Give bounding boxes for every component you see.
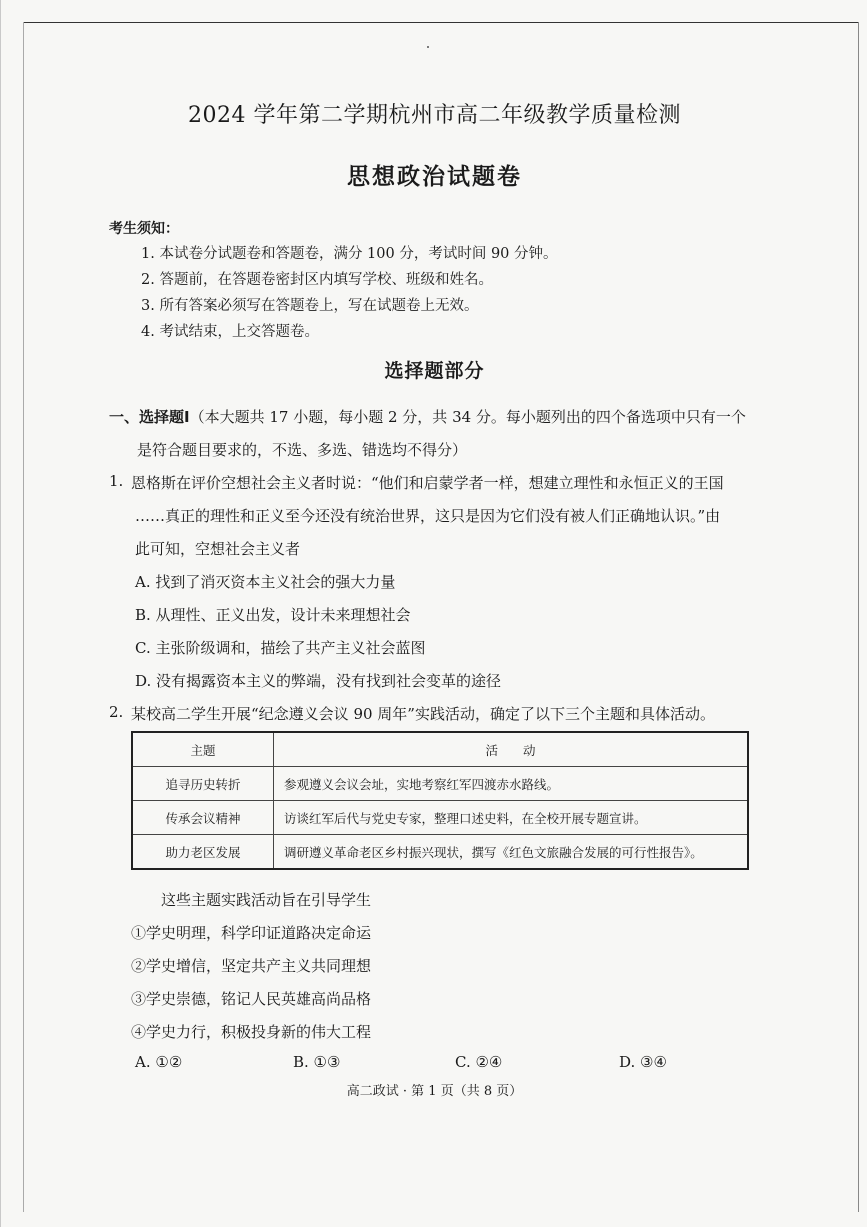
table-cell-activity: 参观遵义会议会址，实地考察红军四渡赤水路线。 <box>274 767 749 801</box>
table-header-activity: 活 动 <box>274 732 749 767</box>
table-cell-theme: 追寻历史转折 <box>132 767 274 801</box>
notice-item: 4. 考试结束，上交答题卷。 <box>141 324 319 340</box>
q1-stem-line: 恩格斯在评价空想社会主义者时说：“他们和启蒙学者一样，想建立理性和永恒正义的王国 <box>131 474 724 492</box>
activity-table <box>131 731 749 870</box>
q2-statement-2: ②学史增信，坚定共产主义共同理想 <box>131 957 372 975</box>
scan-speck <box>427 46 429 48</box>
page-border-top <box>23 22 858 23</box>
q1-option-a: A. 找到了消灭资本主义社会的强大力量 <box>135 573 396 591</box>
q2-choice-d: D. ③④ <box>619 1053 667 1071</box>
notice-item: 3. 所有答案必须写在答题卷上，写在试题卷上无效。 <box>141 298 479 314</box>
table-cell-activity: 访谈红军后代与党史专家，整理口述史料，在全校开展专题宣讲。 <box>274 801 749 835</box>
q2-statement-3: ③学史崇德，铭记人民英雄高尚品格 <box>131 990 372 1008</box>
q2-choice-a: A. ①② <box>135 1053 183 1071</box>
q1-option-d: D. 没有揭露资本主义的弊端，没有找到社会变革的途径 <box>135 672 502 690</box>
q2-statement-4: ④学史力行，积极投身新的伟大工程 <box>131 1023 372 1041</box>
table-cell-theme: 助力老区发展 <box>132 835 274 870</box>
table-header-theme: 主题 <box>132 732 274 767</box>
table-cell-theme: 传承会议精神 <box>132 801 274 835</box>
q2-lead: 这些主题实践活动旨在引导学生 <box>161 891 372 909</box>
section-title: 选择题部分 <box>384 360 485 382</box>
table-cell-activity: 调研遵义革命老区乡村振兴现状，撰写《红色文旅融合发展的可行性报告》。 <box>274 835 749 870</box>
table-row <box>132 801 748 835</box>
page-border-left <box>23 22 24 1212</box>
notice-heading: 考生须知： <box>109 221 179 237</box>
part1-label: 一、选择题Ⅰ <box>109 408 190 426</box>
q1-option-c: C. 主张阶级调和，描绘了共产主义社会蓝图 <box>135 639 426 657</box>
part1-desc-2: 是符合题目要求的，不选、多选、错选均不得分） <box>137 441 468 459</box>
part1-desc-1: （本大题共 17 小题，每小题 2 分，共 34 分。每小题列出的四个备选项中只有一个 <box>189 408 746 426</box>
page-footer: 高二政试 · 第 1 页（共 8 页） <box>346 1084 523 1099</box>
table-row <box>132 767 748 801</box>
notice-item: 2. 答题前，在答题卷密封区内填写学校、班级和姓名。 <box>141 272 493 288</box>
exam-title: 2024 学年第二学期杭州市高二年级教学质量检测 <box>188 103 681 128</box>
q1-option-b: B. 从理性、正义出发，设计未来理想社会 <box>135 606 411 624</box>
q2-choice-c: C. ②④ <box>455 1053 503 1071</box>
q1-number: 1. <box>109 472 124 490</box>
notice-item: 1. 本试卷分试题卷和答题卷，满分 100 分，考试时间 90 分钟。 <box>141 246 558 262</box>
page-border-right <box>858 22 859 1212</box>
q2-choice-b: B. ①③ <box>293 1053 341 1071</box>
exam-subtitle: 思想政治试题卷 <box>347 164 522 190</box>
q2-statement-1: ①学史明理，科学印证道路决定命运 <box>131 924 372 942</box>
table-row <box>132 835 748 870</box>
q1-stem-line: ……真正的理性和正义至今还没有统治世界，这只是因为它们没有被人们正确地认识。”由 <box>135 507 721 525</box>
q2-number: 2. <box>109 703 124 721</box>
q2-stem: 某校高二学生开展“纪念遵义会议 90 周年”实践活动，确定了以下三个主题和具体活动。 <box>131 705 715 723</box>
q1-stem-line: 此可知，空想社会主义者 <box>135 540 301 558</box>
part1-heading <box>109 406 746 427</box>
table-header-row <box>132 732 748 767</box>
